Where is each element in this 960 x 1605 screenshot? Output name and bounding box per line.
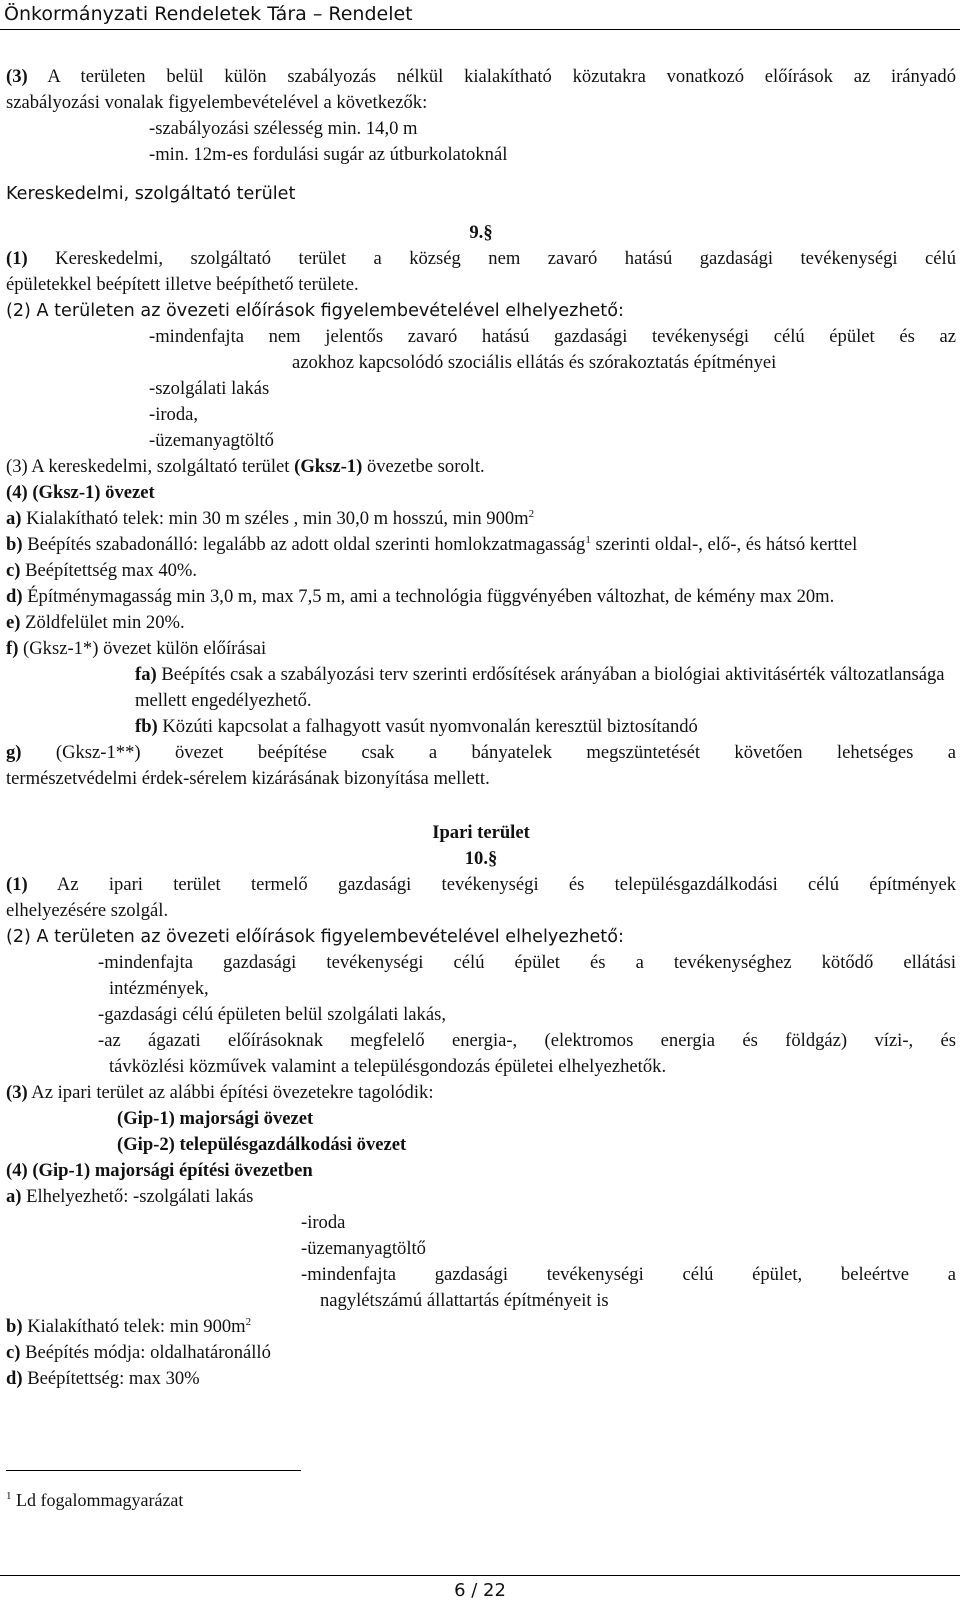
list-item: -mindenfajta gazdasági tevékenységi célú épület, beleértve a [301,1264,956,1285]
paragraph [6,872,956,898]
list-item-continuation: nagylétszámú állattartás építményeit is [320,1290,609,1311]
clause-text: övezetbe sorolt. [362,456,485,477]
list-item [6,558,956,584]
section-number: 9.§ [469,222,493,243]
list-item [6,1314,956,1340]
paragraph: (2) A területen az övezeti előírások figyelembevételével elhelyezhető: [6,301,624,321]
sub-list-item [6,662,956,714]
document-header [0,0,960,30]
subsection-heading: (4) (Gksz-1) övezet [6,482,155,503]
superscript: 2 [528,508,535,520]
list-item: -szolgálati lakás [149,378,270,399]
zone-code: (Gksz-1) [294,456,363,477]
item-text: Zöldfelület min 20%. [20,612,185,633]
clause-number: (3) [6,66,28,87]
list-item [6,1184,956,1210]
item-text: szerinti oldal-, elő-, és hátsó kerttel [590,534,858,555]
item-letter: a) [6,1186,22,1207]
paragraph [6,64,956,90]
item-text: Elhelyezhető: -szolgálati lakás [21,1186,254,1207]
list-item: -mindenfajta gazdasági tevékenységi célú épület és a tevékenységhez kötődő ellátási [98,952,956,973]
section-number: 10.§ [464,848,498,869]
list-item: -iroda [301,1212,346,1233]
item-text: Közúti kapcsolat a falhagyott vasút nyomvonalán keresztül biztosítandó [157,716,698,737]
list-item [6,740,956,766]
item-letter: b) [6,1316,23,1337]
superscript: 2 [245,1316,252,1328]
sub-list-item [6,714,956,740]
section-heading: Kereskedelmi, szolgáltató terület [6,184,296,204]
list-item: -min. 12m-es fordulási sugár az útburkolatoknál [149,144,508,165]
paragraph-continuation: szabályozási vonalak figyelembevételével a következők: [6,92,428,113]
footnote-reference[interactable]: 1 [585,534,591,546]
header-divider [0,29,960,30]
clause-text: (3) A kereskedelmi, szolgáltató terület [6,456,295,477]
clause-text: Kereskedelmi, szolgáltató terület a község nem zavaró hatású gazdasági tevékenységi célú [27,248,956,269]
list-item [6,1340,956,1366]
item-letter: fa) [135,664,157,685]
item-letter: b) [6,534,23,555]
item-letter: d) [6,586,23,607]
footer-divider [0,1575,960,1576]
footnote-text: Ld fogalommagyarázat [11,1490,184,1510]
item-letter: e) [6,612,21,633]
list-item-continuation: intézmények, [109,978,209,999]
item-letter: c) [6,560,21,581]
item-text: Beépítés szabadonálló: legalább az adott oldal szerinti homlokzatmagasság [22,534,586,555]
item-letter: fb) [135,716,158,737]
item-letter: f) [6,638,19,659]
item-text: Beépítettség max 40%. [20,560,198,581]
list-item-continuation: azokhoz kapcsolódó szociális ellátás és szórakoztatás építményei [292,352,777,373]
clause-number: (1) [6,874,28,895]
list-item: -az ágazati előírásoknak megfelelő energia-, (elektromos energia és földgáz) vízi-, és [98,1030,956,1051]
clause-text: Az ipari terület az alábbi építési övezetekre tagolódik: [27,1082,434,1103]
list-item [6,532,956,558]
zone-item: (Gip-1) majorsági övezet [117,1108,314,1129]
paragraph: (2) A területen az övezeti előírások figyelembevételével elhelyezhető: [6,927,624,947]
paragraph [6,454,956,480]
footnote [6,1488,183,1512]
paragraph-continuation: elhelyezésére szolgál. [6,900,169,921]
item-text: Kialakítható telek: min 900m [22,1316,246,1337]
paragraph-continuation: épületekkel beépített illetve beépíthető területe. [6,274,359,295]
list-item: -üzemanyagtöltő [149,430,274,451]
list-item [6,506,956,532]
list-item-continuation: természetvédelmi érdek-sérelem kizárásának bizonyítása mellett. [6,768,490,789]
clause-text: A területen belül külön szabályozás nélkül kialakítható közutakra vonatkozó előírások az irányadó [27,66,956,87]
clause-number: (1) [6,248,28,269]
list-item: -gazdasági célú épületen belül szolgálati lakás, [98,1004,446,1025]
list-item-continuation: távközlési közművek valamint a településgondozás épületei elhelyezhetők. [109,1056,667,1077]
item-text: Beépítettség: max 30% [22,1368,200,1389]
item-text: (Gksz-1*) övezet külön előírásai [18,638,267,659]
item-text: (Gksz-1**) övezet beépítése csak a bányatelek megszüntetését követően lehetséges a [21,742,956,763]
paragraph [6,246,956,272]
item-letter: c) [6,1342,21,1363]
page-number: 6 / 22 [454,1580,506,1601]
item-text: Beépítés csak a szabályozási terv szerinti erdősítések arányában a biológiai aktivitásérték változatlansága mellett engedélyezhető. [135,664,945,711]
item-text: Beépítés módja: oldalhatáronálló [20,1342,271,1363]
item-text: Kialakítható telek: min 30 m széles , min 30,0 m hosszú, min 900m [21,508,529,529]
list-item: -üzemanyagtöltő [301,1238,426,1259]
list-item: -szabályozási szélesség min. 14,0 m [149,118,418,139]
header-title: Önkormányzati Rendeletek Tára – Rendelet [4,3,413,25]
list-item [6,584,956,610]
clause-number: (3) [6,1082,28,1103]
list-item [6,636,956,662]
item-letter: d) [6,1368,23,1389]
clause-text: Az ipari terület termelő gazdasági tevékenységi és településgazdálkodási célú építmények [27,874,956,895]
item-letter: a) [6,508,22,529]
subsection-heading: (4) (Gip-1) majorsági építési övezetben [6,1160,313,1181]
list-item [6,610,956,636]
paragraph [6,1080,956,1106]
list-item: -iroda, [149,404,199,425]
zone-item: (Gip-2) településgazdálkodási övezet [117,1134,407,1155]
item-letter: g) [6,742,22,763]
document-body [6,64,956,1392]
section-heading: Ipari terület [432,822,530,843]
list-item: -mindenfajta nem jelentős zavaró hatású gazdasági tevékenységi célú épület és az [149,326,956,347]
item-text: Építménymagasság min 3,0 m, max 7,5 m, ami a technológia függvényében változhat, de kémény max 20m. [22,586,835,607]
footnote-divider [6,1470,301,1471]
list-item [6,1366,956,1392]
footnote-mark: 1 [6,1490,12,1502]
